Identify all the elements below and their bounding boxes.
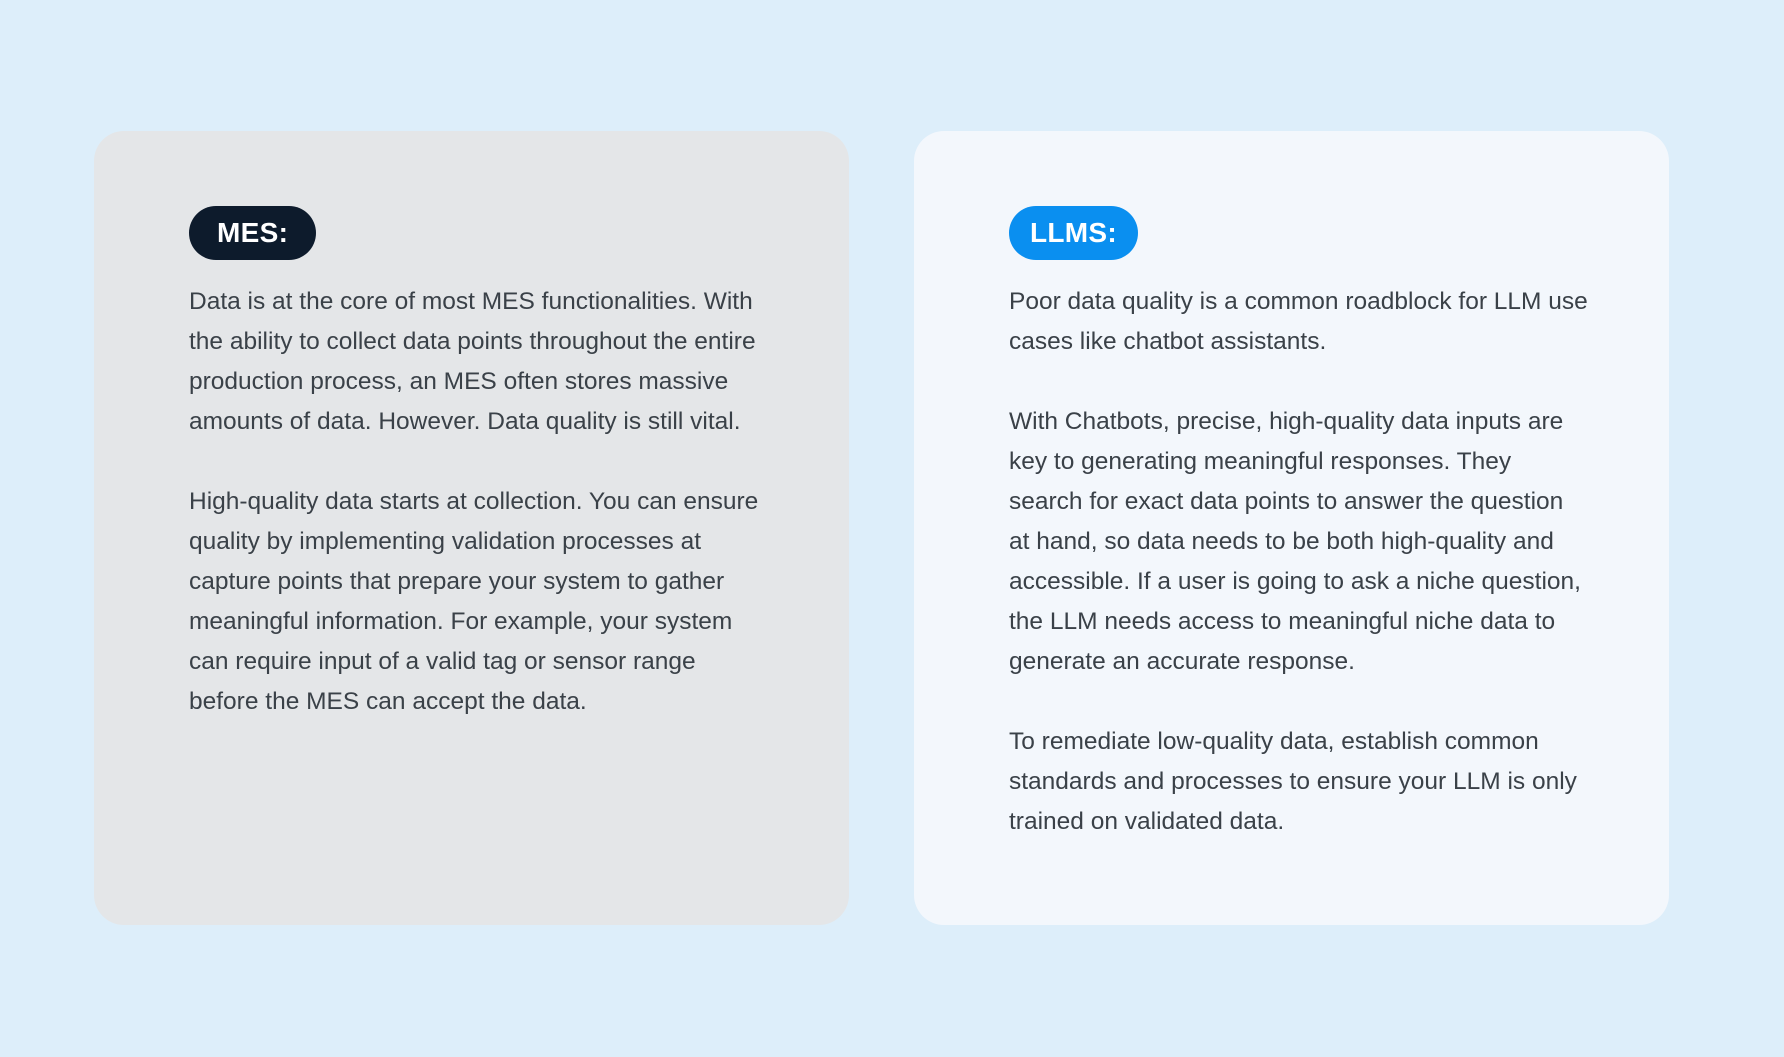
llms-badge: LLMS:: [1009, 206, 1138, 260]
mes-paragraph: High-quality data starts at collection. You can ensure quality by implementing validation processes at capture points that prepare your system to gather meaningful information. For example, your system can require input of a valid tag or sensor range before the MES can accept the data.: [189, 488, 759, 715]
llms-paragraph: Poor data quality is a common roadblock for LLM use cases like chatbot assistants.: [1009, 288, 1588, 355]
llms-paragraph: With Chatbots, precise, high-quality data inputs are key to generating meaningful responses. They search for exact data points to answer the question at hand, so data needs to be both high-quality and accessible. If a user is going to ask a niche question, the LLM needs access to meaningful niche data to generate an accurate response.: [1009, 408, 1581, 675]
llms-paragraph: To remediate low-quality data, establish common standards and processes to ensure your LLM is only trained on validated data.: [1009, 728, 1577, 835]
mes-card: [94, 131, 849, 925]
mes-badge: MES:: [189, 206, 316, 260]
mes-body: [189, 282, 769, 722]
llms-body: [1009, 282, 1589, 842]
mes-paragraph: Data is at the core of most MES functionalities. With the ability to collect data points throughout the entire production process, an MES often stores massive amounts of data. However. Data quality is still vital.: [189, 288, 756, 435]
llms-card: [914, 131, 1669, 925]
